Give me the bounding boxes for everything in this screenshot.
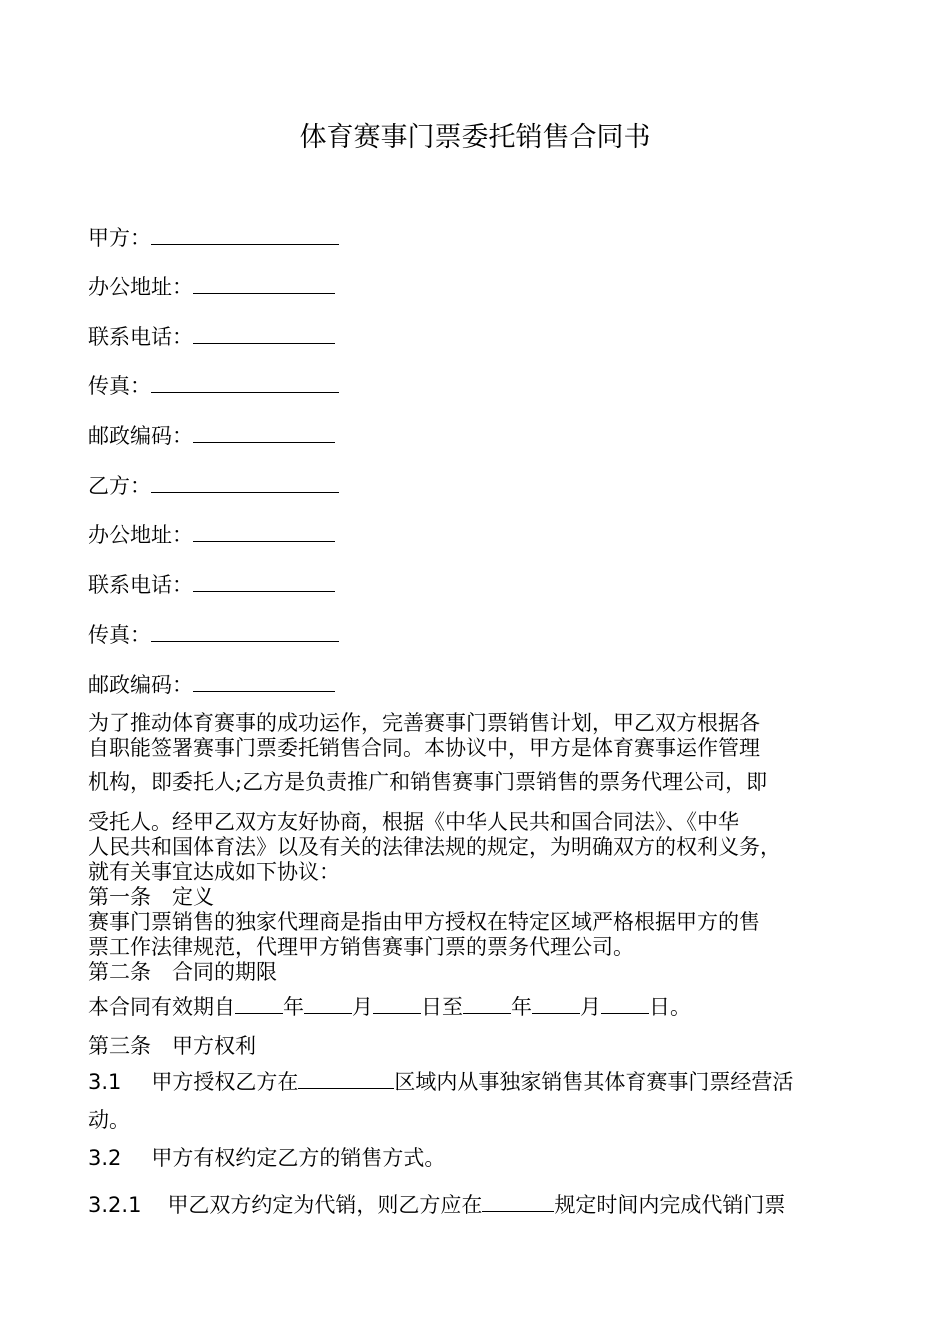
party-b-address-label: 办公地址： [88,523,193,547]
clause-3-1-text-b: 区域内从事独家销售其体育赛事门票经营活 [394,1070,794,1094]
start-month-blank [304,993,352,1014]
end-month-label: 月 [580,995,601,1019]
clause-3-1-text-a: 甲方授权乙方在 [151,1070,299,1094]
end-day-label: 日。 [649,995,691,1019]
party-b-address-field [88,520,335,549]
clause-3-2-number: 3.2 [88,1146,122,1170]
clause-3-2-1-text-a: 甲乙双方约定为代销，则乙方应在 [167,1193,483,1217]
party-b-phone-label: 联系电话： [88,573,193,597]
party-a-phone-blank [193,322,335,344]
party-a-fax-label: 传真： [88,374,151,398]
party-a-address-label: 办公地址： [88,275,193,299]
preamble-line-3: 机构，即委托人;乙方是负责推广和销售赛事门票销售的票务代理公司，即 [88,770,768,794]
region-blank [298,1068,394,1089]
party-b-name-label: 乙方： [88,474,151,498]
preamble-line-5: 人民共和国体育法》以及有关的法律法规的规定，为明确双方的权利义务， [88,835,781,859]
party-a-name-blank [151,223,339,245]
party-b-phone-blank [193,570,335,592]
article-2-heading: 第二条 合同的期限 [88,960,277,984]
party-b-postcode-field [88,670,335,699]
party-b-fax-field [88,620,339,649]
party-a-postcode-label: 邮政编码： [88,424,193,448]
party-a-phone-label: 联系电话： [88,325,193,349]
end-month-blank [532,993,580,1014]
end-year-blank [463,993,511,1014]
party-a-fax-blank [151,371,339,393]
start-day-label: 日至 [421,995,463,1019]
party-a-postcode-field [88,421,335,450]
party-b-phone-field [88,570,335,599]
preamble-line-6: 就有关事宜达成如下协议： [88,860,340,884]
clause-3-1-continued: 动。 [88,1108,130,1132]
article-1-line-1: 赛事门票销售的独家代理商是指由甲方授权在特定区域严格根据甲方的售 [88,910,760,934]
end-day-blank [601,993,649,1014]
preamble-line-1: 为了推动体育赛事的成功运作，完善赛事门票销售计划，甲乙双方根据各 [88,711,760,735]
party-a-fax-field [88,371,339,400]
party-a-name-field [88,223,339,252]
party-a-name-label: 甲方： [88,226,151,250]
start-year-label: 年 [283,995,304,1019]
party-b-fax-blank [151,620,339,642]
clause-3-1-number: 3.1 [88,1070,122,1094]
party-b-postcode-blank [193,670,335,692]
document-title: 体育赛事门票委托销售合同书 [299,122,651,153]
party-a-address-blank [193,272,335,294]
clause-3-1 [88,1068,793,1096]
party-b-fax-label: 传真： [88,623,151,647]
article-3-heading: 第三条 甲方权利 [88,1034,256,1058]
term-prefix: 本合同有效期自 [88,995,235,1019]
party-a-phone-field [88,322,335,351]
start-day-blank [373,993,421,1014]
party-b-postcode-label: 邮政编码： [88,673,193,697]
start-year-blank [235,993,283,1014]
clause-3-2-1-number: 3.2.1 [88,1193,142,1217]
deadline-blank [482,1191,554,1212]
preamble-line-4: 受托人。经甲乙双方友好协商，根据《中华人民共和国合同法》、《中华 [88,810,739,834]
clause-3-2-text: 甲方有权约定乙方的销售方式。 [151,1146,446,1170]
preamble-line-2: 自职能签署赛事门票委托销售合同。本协议中，甲方是体育赛事运作管理 [88,736,760,760]
article-1-heading: 第一条 定义 [88,885,214,909]
party-b-name-field [88,471,339,500]
start-month-label: 月 [352,995,373,1019]
end-year-label: 年 [511,995,532,1019]
clause-3-2 [88,1144,445,1172]
party-a-postcode-blank [193,421,335,443]
party-a-address-field [88,272,335,301]
clause-3-2-1-text-b: 规定时间内完成代销门票 [554,1193,786,1217]
party-b-name-blank [151,471,339,493]
article-1-line-2: 票工作法律规范，代理甲方销售赛事门票的票务代理公司。 [88,935,634,959]
clause-3-2-1 [88,1191,785,1219]
article-2-term [88,993,691,1021]
party-b-address-blank [193,520,335,542]
